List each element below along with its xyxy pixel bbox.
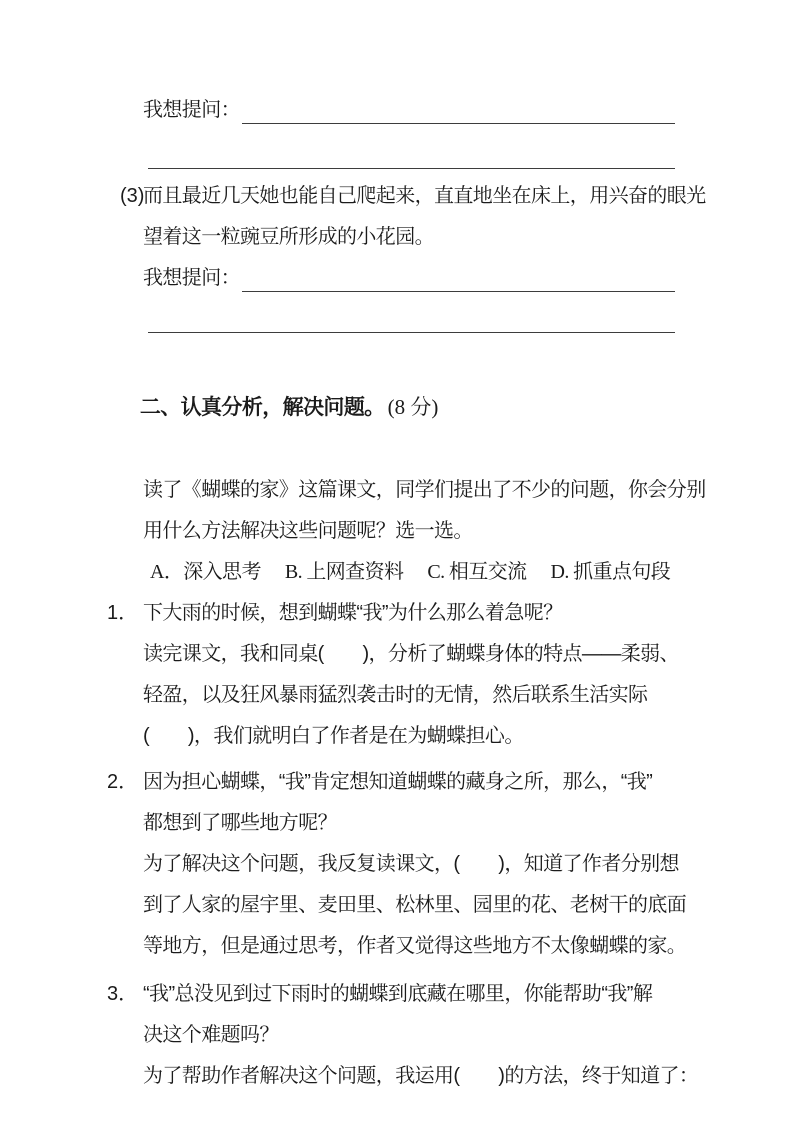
- question-1-prompt: [107, 593, 697, 634]
- question-3-answer-line-1: 为了帮助作者解决这个问题，我运用( )的方法，终于知道了：: [143, 1065, 699, 1087]
- question-2-answer-line-3: 等地方，但是通过思考，作者又觉得这些地方不太像蝴蝶的家。: [143, 935, 687, 957]
- options-row: [107, 552, 697, 593]
- ask-prompt-row-1: [107, 90, 697, 131]
- item-3-paragraph: [107, 176, 706, 258]
- option-b: B. 上网查资料: [284, 561, 404, 583]
- item-3-marker: (3): [120, 185, 145, 207]
- answer-blank-underline: [242, 90, 675, 124]
- item-3-line-2: 望着这一粒豌豆所形成的小花园。: [143, 226, 434, 248]
- option-c: C. 相互交流: [427, 561, 527, 583]
- ask-prompt-label: 我想提问：: [143, 267, 240, 289]
- answer-blank-underline: [148, 131, 675, 169]
- item-3-text: 而且最近几天她也能自己爬起来，直直地坐在床上，用兴奋的眼光: [143, 185, 706, 207]
- question-2: [107, 762, 697, 967]
- question-2-prompt: [107, 762, 697, 803]
- option-d: D. 抓重点句段: [550, 561, 671, 583]
- question-1-answer-line-3: ( )，我们就明白了作者是在为蝴蝶担心。: [143, 725, 524, 747]
- section-heading-text: 二、认真分析，解决问题。: [139, 396, 385, 419]
- answer-blank-row-2: [107, 299, 697, 332]
- section-heading: [107, 346, 697, 470]
- question-2-answer-line-2: 到了人家的屋宇里、麦田里、松林里、园里的花、老树干的底面: [143, 894, 687, 916]
- question-3-number: 3．: [107, 983, 139, 1005]
- item-3-line-1: [107, 176, 706, 217]
- question-3-prompt: [107, 974, 697, 1015]
- option-a: A．深入思考: [150, 561, 261, 583]
- question-1-answer-line-2: 轻盈，以及狂风暴雨猛烈袭击时的无情，然后联系生活实际: [143, 684, 648, 706]
- question-2-number: 2．: [107, 771, 139, 793]
- question-3-prompt-line-2: 决这个难题吗？: [143, 1024, 279, 1046]
- question-2-answer-line-1: 为了解决这个问题，我反复读课文，( )，知道了作者分别想: [143, 853, 679, 875]
- question-2-prompt-line-2: 都想到了哪些地方呢？: [143, 812, 337, 834]
- ask-prompt-label: 我想提问：: [143, 99, 240, 121]
- question-2-text: 因为担心蝴蝶，“我”肯定想知道蝴蝶的藏身之所，那么，“我”: [143, 771, 653, 793]
- question-1-number: 1．: [107, 602, 139, 624]
- question-1-answer-line-1: 读完课文，我和同桌( )，分析了蝴蝶身体的特点——柔弱、: [143, 643, 679, 665]
- ask-prompt-row-2: [107, 258, 697, 299]
- answer-blank-underline: [242, 258, 675, 292]
- answer-blank-underline: [148, 299, 675, 333]
- question-1: [107, 593, 697, 757]
- section-intro-line-1: 读了《蝴蝶的家》这篇课文，同学们提出了不少的问题，你会分别: [143, 479, 706, 501]
- question-1-text: 下大雨的时候，想到蝴蝶“我”为什么那么着急呢？: [143, 602, 563, 624]
- section-intro-line-2: 用什么方法解决这些问题呢？选一选。: [143, 520, 473, 542]
- question-3-text: “我”总没见到过下雨时的蝴蝶到底藏在哪里，你能帮助“我”解: [143, 983, 653, 1005]
- answer-blank-row-1: [107, 131, 697, 168]
- question-3: [107, 974, 697, 1097]
- section-points: (8 分): [387, 395, 439, 419]
